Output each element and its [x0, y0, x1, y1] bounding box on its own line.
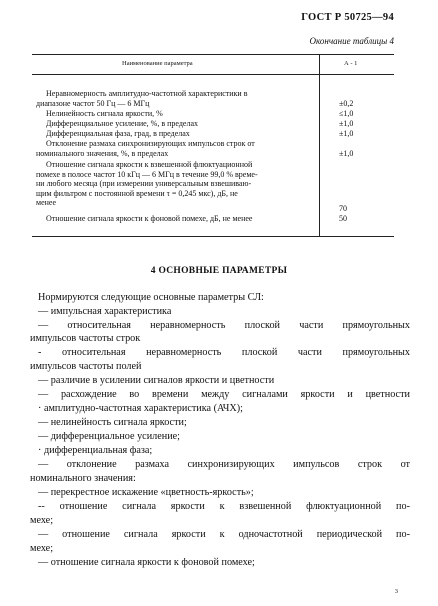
document-header: ГОСТ Р 50725—94 [301, 12, 394, 23]
table-row-param [36, 139, 308, 158]
parameters-table [32, 54, 394, 237]
table-row-value: 50 [339, 214, 347, 223]
table-row-param [46, 109, 308, 119]
list-item: — расхождение во времени между сигналами яркости и цветности [38, 389, 410, 400]
list-item: — дифференциальное усиление; [38, 431, 181, 442]
list-item: -- отношение сигнала яркости к взвешенной флюктуационной по- [38, 501, 410, 512]
table-header-parameter: Наименование параметра [122, 60, 193, 67]
list-item: — импульсная характеристика [38, 306, 172, 317]
list-item-continuation: импульсов частоты полей [30, 361, 142, 372]
table-row-param [46, 129, 308, 139]
table-row-value: ±1,0 [339, 149, 354, 158]
table-cell-line: Нелинейность сигнала яркости, % [46, 109, 163, 118]
table-cell-line: помехе в полосе частот 10 кГц — 6 МГц в течение 99,0 % време- [36, 169, 258, 179]
list-item: — перекрестное искажение «цветность-яркость»; [38, 487, 254, 498]
table-header-divider [32, 74, 394, 75]
table-row-param [46, 119, 308, 129]
list-item: · амплитудно-частотная характеристика (АЧХ); [38, 403, 244, 414]
table-column-divider [319, 55, 320, 236]
list-item-continuation: номинального значения: [30, 473, 136, 484]
table-cell-line: Неравномерность амплитудно-частотной характеристики в [46, 89, 248, 98]
list-item-continuation: мехе; [30, 515, 54, 526]
table-row-value: ±1,0 [339, 129, 354, 138]
table-row-value: ±0,2 [339, 99, 354, 108]
list-item: — различие в усилении сигналов яркости и цветности [38, 375, 275, 386]
list-item: — отношение сигнала яркости к одночастотной периодической по- [38, 529, 410, 540]
section-intro: Нормируются следующие основные параметры СЛ: [38, 292, 264, 303]
table-cell-line: Дифференциальная фаза, град, в пределах [46, 129, 190, 138]
table-cell-line: ни любого месяца (при измерении универсальным взвешиваю- [36, 179, 252, 189]
table-row-value: 70 [339, 204, 347, 213]
section-title: 4 ОСНОВНЫЕ ПАРАМЕТРЫ [150, 266, 288, 276]
table-row-param [36, 89, 308, 108]
list-item: - относительная неравномерность плоской части прямоугольных [38, 347, 410, 358]
table-row-param [36, 160, 308, 208]
table-row-value: ±1,0 [339, 119, 354, 128]
list-item: — отклонение размаха синхронизирующих импульсов строк от [38, 459, 410, 470]
table-row-value: ≤1,0 [339, 109, 354, 118]
table-cell-line: менее [36, 198, 56, 208]
list-item: — отношение сигнала яркости к фоновой помехе; [38, 557, 255, 568]
list-item: · дифференциальная фаза; [38, 445, 153, 456]
table-cell-line: диапазоне частот 50 Гц — 6 МГц [36, 98, 150, 108]
table-cell-line: номинального значения, %, в пределах [36, 148, 169, 158]
list-item: — относительная неравномерность плоской части прямоугольных [38, 320, 410, 331]
table-header-norm: А - 1 [344, 60, 358, 67]
list-item-continuation: импульсов частоты строк [30, 333, 141, 344]
table-cell-line: Отклонение размаха синхронизирующих импульсов строк от [46, 139, 255, 148]
list-item-continuation: мехе; [30, 543, 54, 554]
table-cell-line: Отношение сигнала яркости к взвешенной флюктуационной [46, 160, 253, 169]
table-row-param [46, 214, 308, 224]
list-item: — нелинейность сигнала яркости; [38, 417, 187, 428]
page-number: 3 [394, 588, 398, 595]
table-continuation-caption: Окончание таблицы 4 [309, 36, 394, 46]
table-cell-line: щим фильтром с постоянной времени τ = 0,245 мкс), дБ, не [36, 188, 238, 198]
table-cell-line: Дифференциальное усиление, %, в пределах [46, 119, 199, 128]
table-cell-line: Отношение сигнала яркости к фоновой помехе, дБ, не менее [46, 214, 253, 223]
